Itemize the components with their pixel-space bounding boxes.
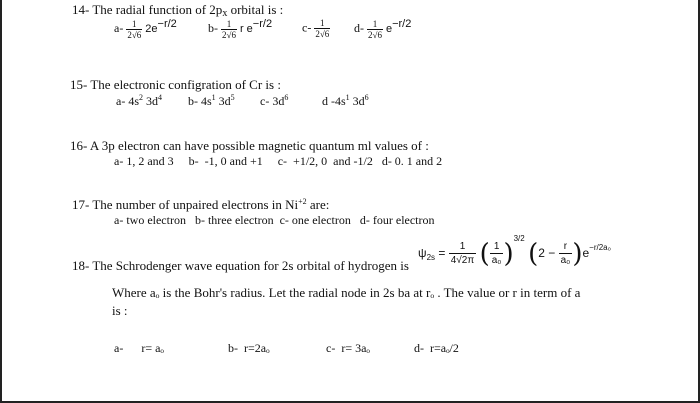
- equation-inner-fraction: $\frac{1}{\text{a₀}}$: [491, 241, 502, 267]
- q14-stem: 14- The radial function of 2px orbital is :: [72, 2, 284, 19]
- psi-symbol: $\psi_{2s}$: [418, 246, 436, 262]
- equation-prefactor: $\frac{1}{4√2\pi}$: [450, 241, 475, 267]
- q14-option-b[interactable]: b- $\frac{1}{2√6}$ r e−r/2: [208, 18, 273, 40]
- q15-option-b[interactable]: b- $4s^1$ $3d^5$: [188, 93, 235, 108]
- q15-option-a[interactable]: a- $4s^2$ $3d^4$: [116, 93, 162, 108]
- q14-option-c[interactable]: c- $\frac{1}{2√6}$: [302, 18, 330, 39]
- q18-option-a[interactable]: a- r= aₒ: [114, 341, 164, 355]
- q15-option-d[interactable]: d $-4s^1$ $3d^6$: [322, 93, 369, 108]
- q17-options[interactable]: a- two electron b- three electron c- one electron d- four electron: [114, 213, 435, 227]
- q15-stem: 15- The electronic configration of Cr is :: [70, 77, 281, 92]
- q16-options[interactable]: a- 1, 2 and 3 b- -1, 0 and +1 c- +1/2, 0 and -1/2 d- 0. 1 and 2: [114, 154, 443, 168]
- q17-stem: 17- The number of unpaired electrons in $Ni^{+2}$ are:: [72, 197, 330, 212]
- fraction: $\frac{1}{2√6}$: [315, 18, 330, 39]
- q18-stem: 18- The Schrodenger wave equation for 2s orbital of hydrogen is: [72, 258, 409, 273]
- q16-stem: 16- A 3p electron can have possible magnetic quantum ml values of :: [70, 138, 429, 153]
- equation-r-fraction: $\frac{r}{\text{a₀}}$: [560, 241, 571, 267]
- left-border: [0, 0, 2, 403]
- q15-option-c[interactable]: c- $3d^6$: [260, 93, 289, 108]
- fraction: $\frac{1}{2√6}$: [127, 18, 142, 40]
- q18-option-c[interactable]: c- r= 3aₒ: [326, 341, 370, 355]
- q14-option-a[interactable]: a- $\frac{1}{2√6}$ 2e−r/2: [114, 18, 177, 40]
- q14-option-d[interactable]: d- $\frac{1}{2√6}$ e−r/2: [354, 18, 412, 40]
- q18-line2: Where aₒ is the Bohr's radius. Let the radial node in 2s ba at rₒ . The value or r in term of a: [112, 285, 581, 300]
- q18-option-b[interactable]: b- r=2aₒ: [228, 341, 270, 355]
- q18-option-d[interactable]: d- r=aₒ/2: [414, 341, 459, 355]
- fraction: $\frac{1}{2√6}$: [368, 18, 382, 40]
- fraction: $\frac{1}{2√6}$: [222, 18, 236, 40]
- q18-equation: $\psi_{2s}$ = $\frac{1}{4√2\pi}$ ( $\frac{1}{\text{a₀}}$ )$^{3/2}$ (2 − $\frac{r}{\text{a₀}}$ )$e^{-r/2a_0}$: [418, 234, 611, 269]
- q18-line3: is :: [112, 303, 128, 318]
